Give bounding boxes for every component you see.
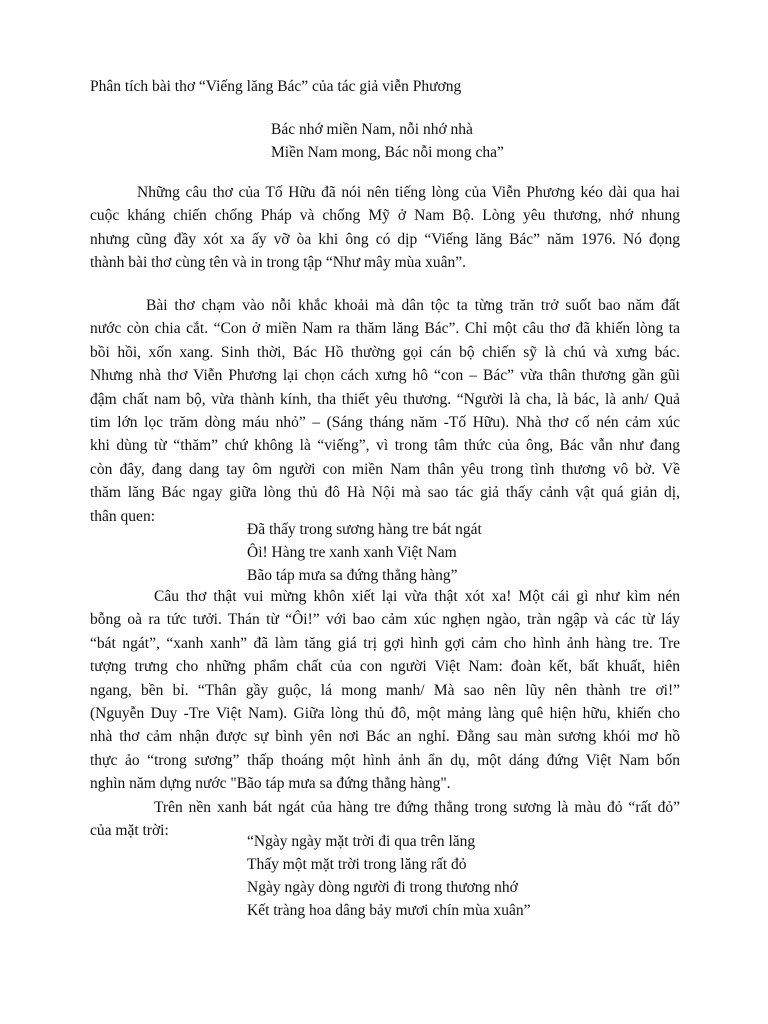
verse-line: Bão táp mưa sa đứng thẳng hàng” xyxy=(247,567,458,584)
verse-line: Đã thấy trong sương hàng tre bát ngát xyxy=(247,521,482,538)
paragraph-line: Trên nền xanh bát ngát của hàng tre đứng thẳng trong sương là màu đỏ “rất đỏ” xyxy=(154,799,680,816)
paragraph-line: còn đây, đang dang tay ôm người con miền Nam thân yêu trong tình thương vô bờ. Về xyxy=(90,460,680,478)
paragraph-line: Bài thơ chạm vào nỗi khắc khoải mà dân tộc ta từng trăn trở suốt bao năm đất xyxy=(146,297,680,314)
paragraph-line: ngang, bền bỉ. “Thân gầy guộc, lá mong manh/ Mà sao nên lũy nên thành tre ơi!” xyxy=(90,681,680,699)
paragraph-line: Những câu thơ của Tố Hữu đã nói nên tiếng lòng của Viễn Phương kéo dài qua hai xyxy=(137,184,680,201)
paragraph-line: “bát ngát”, “xanh xanh” đã làm tăng giá trị gợi hình gợi cảm cho hình ảnh hàng tre. Tre xyxy=(90,634,680,652)
paragraph-line: Nhưng nhà thơ Viễn Phương lại chọn cách xưng hô “con – Bác” vừa thân thương gần gũi xyxy=(90,367,680,385)
paragraph-line: bỗng oà ra tức tưởi. Thán từ “Ôi!” với bao cảm xúc nghẹn ngào, tràn ngập và các từ láy xyxy=(90,611,680,629)
paragraph-line: thực ảo “trong sương” thấp thoáng một hình ảnh ẩn dụ, một dáng đứng Việt Nam bốn xyxy=(90,751,680,769)
paragraph-line: nhưng cũng đầy xót xa ấy vỡ òa khi ông có dịp “Viếng lăng Bác” năm 1976. Nó đọng xyxy=(90,230,680,248)
verse-line: Kết tràng hoa dâng bảy mươi chín mùa xuân” xyxy=(247,902,531,919)
paragraph-line: thăm lăng Bác ngay giữa lòng thủ đô Hà Nội mà sao tác giả thấy cảnh vật quá giản dị, xyxy=(90,484,680,502)
quoted-verse-sun xyxy=(247,830,530,922)
quoted-verse-bamboo xyxy=(247,518,482,587)
paragraph-line: nhà thơ cảm nhận được sự bình yên nơi Bác an nghỉ. Đằng sau màn sương khói mơ hồ xyxy=(90,728,680,746)
paragraph-line: bồi hồi, xốn xang. Sinh thời, Bác Hồ thường gọi cán bộ chiến sỹ là chú và xưng bác. xyxy=(90,343,680,361)
verse-line: Ngày ngày dòng người đi trong thương nhớ xyxy=(247,879,518,896)
paragraph-analysis-1 xyxy=(90,294,680,528)
paragraph-line: Câu thơ thật vui mừng khôn xiết lại vừa thật xót xa! Một cái gì như kìm nén xyxy=(154,588,680,605)
verse-line: Miền Nam mong, Bác nỗi mong cha” xyxy=(271,144,504,161)
verse-line: Ôi! Hàng tre xanh xanh Việt Nam xyxy=(247,544,457,561)
paragraph-line: đậm chất nam bộ, vừa thành kính, tha thiết yêu thương. “Người là cha, là bác, là anh/ Quả xyxy=(90,390,680,408)
paragraph-line: (Nguyễn Duy -Tre Việt Nam). Giữa lòng thủ đô, một mảng làng quê hiện hữu, khiến cho xyxy=(90,705,680,723)
paragraph-line: tim lớn lọc trăm dòng máu nhỏ” – (Sáng tháng năm -Tố Hữu). Nhà thơ cố nén cảm xúc xyxy=(90,414,680,432)
paragraph-intro xyxy=(90,181,680,275)
document-title: Phân tích bài thơ “Viếng lăng Bác” của tác giả viễn Phương xyxy=(90,78,462,95)
paragraph-analysis-2 xyxy=(90,585,680,796)
paragraph-line: thành bài thơ cùng tên và in trong tập “Như mây mùa xuân”. xyxy=(90,254,467,272)
opening-verse xyxy=(271,118,504,164)
verse-line: Thấy một mặt trời trong lăng rất đỏ xyxy=(247,856,467,873)
verse-line: Bác nhớ miền Nam, nỗi nhớ nhà xyxy=(271,121,473,138)
paragraph-line: tượng trưng cho những phẩm chất của con người Việt Nam: đoàn kết, bất khuất, hiên xyxy=(90,658,680,676)
paragraph-line: của mặt trời: xyxy=(90,822,169,840)
paragraph-line: nước còn chia cắt. “Con ở miền Nam ra thăm lăng Bác”. Chỉ một câu thơ đã khiến lòng ta xyxy=(90,320,680,338)
paragraph-line: thân quen: xyxy=(90,507,155,525)
paragraph-line: nghìn năm dựng nước "Bão táp mưa sa đứng thẳng hàng". xyxy=(90,775,451,793)
paragraph-line: cuộc kháng chiến chống Pháp và chống Mỹ ở Nam Bộ. Lòng yêu thương, nhớ nhung xyxy=(90,207,680,225)
paragraph-line: khi dùng từ “thăm” chứ không là “viếng”, vì trong tâm thức của ông, Bác vẫn như đang xyxy=(90,437,680,455)
verse-line: “Ngày ngày mặt trời đi qua trên lăng xyxy=(247,833,476,850)
